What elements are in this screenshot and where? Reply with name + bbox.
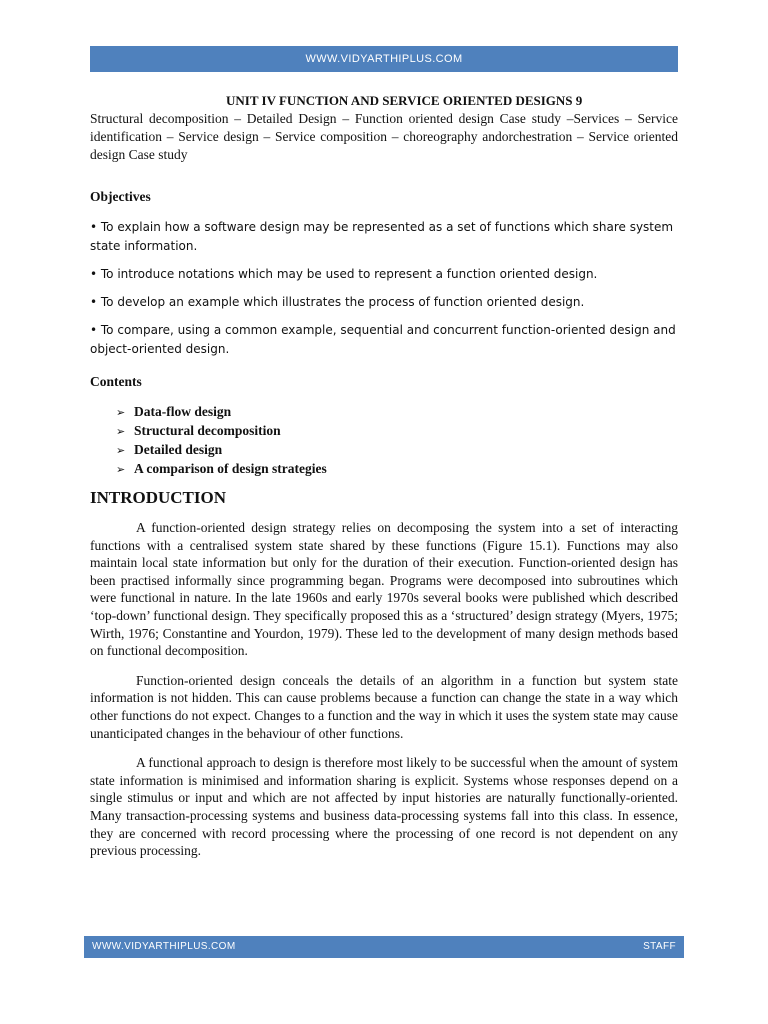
contents-item-label: Data-flow design <box>134 404 232 419</box>
page-footer-bar <box>84 936 684 958</box>
introduction-paragraph: A functional approach to design is therefore most likely to be successful when the amount of system state information is minimised and information sharing is explicit. Systems whose responses depend on a single stimulus or input and which are not affected by input histories are naturally functionally-oriented. Many transaction-processing systems and business data-processing systems fall into this class. In essence, they are concerned with record processing where the processing of one record is not dependent on any previous processing. <box>90 755 678 859</box>
objective-item: • To develop an example which illustrates the process of function oriented design. <box>90 295 585 309</box>
arrow-bullet-icon: ➢ <box>116 407 126 419</box>
arrow-bullet-icon: ➢ <box>116 445 126 457</box>
header-site-text: WWW.VIDYARTHIPLUS.COM <box>305 53 463 65</box>
footer-site-text: WWW.VIDYARTHIPLUS.COM <box>92 941 236 952</box>
contents-item-label: Detailed design <box>134 442 223 457</box>
unit-title: UNIT IV FUNCTION AND SERVICE ORIENTED DESIGNS 9 <box>226 93 583 108</box>
contents-item-label: A comparison of design strategies <box>134 461 327 476</box>
introduction-heading: INTRODUCTION <box>90 488 227 507</box>
objective-item: • To introduce notations which may be used to represent a function oriented design. <box>90 267 598 281</box>
contents-list <box>116 403 678 479</box>
arrow-bullet-icon: ➢ <box>116 426 126 438</box>
objective-item: • To compare, using a common example, sequential and concurrent function-oriented design and object-oriented design. <box>90 323 676 356</box>
objective-item: • To explain how a software design may be represented as a set of functions which share system state information. <box>90 220 674 253</box>
objectives-heading: Objectives <box>90 189 151 204</box>
contents-list-item <box>116 460 678 479</box>
contents-heading: Contents <box>90 374 142 389</box>
introduction-paragraph: Function-oriented design conceals the details of an algorithm in a function but system state information is not hidden. This can cause problems because a function can change the state in a way which other functions do not expect. Changes to a function and the way in which it uses the system state may cause unanticipated changes in the behaviour of other functions. <box>90 672 678 741</box>
contents-item-label: Structural decomposition <box>134 423 281 438</box>
contents-list-item <box>116 403 678 422</box>
footer-staff-text: STAFF <box>643 941 676 952</box>
introduction-paragraph: A function-oriented design strategy relies on decomposing the system into a set of interacting functions with a centralised system state shared by these functions (Figure 15.1). Functions may also maintain local state information but only for the duration of their execution. Function-oriented design has been practised informally since programming began. Programs were decomposed into subroutines which were functional in nature. In the late 1960s and early 1970s several books were published which described ‘top-down’ functional design. They specifically proposed this as a ‘structured’ design strategy (Myers, 1975; Wirth, 1976; Constantine and Yourdon, 1979). These led to the development of many design methods based on functional decomposition. <box>90 520 678 659</box>
syllabus-text: Structural decomposition – Detailed Design – Function oriented design Case study –Services – Service identification – Service design – Service composition – choreography andorchestration – Service oriented design Case study <box>90 111 678 162</box>
arrow-bullet-icon: ➢ <box>116 464 126 476</box>
contents-list-item <box>116 422 678 441</box>
page-content <box>90 92 678 872</box>
page-header-bar <box>90 46 678 72</box>
contents-list-item <box>116 441 678 460</box>
